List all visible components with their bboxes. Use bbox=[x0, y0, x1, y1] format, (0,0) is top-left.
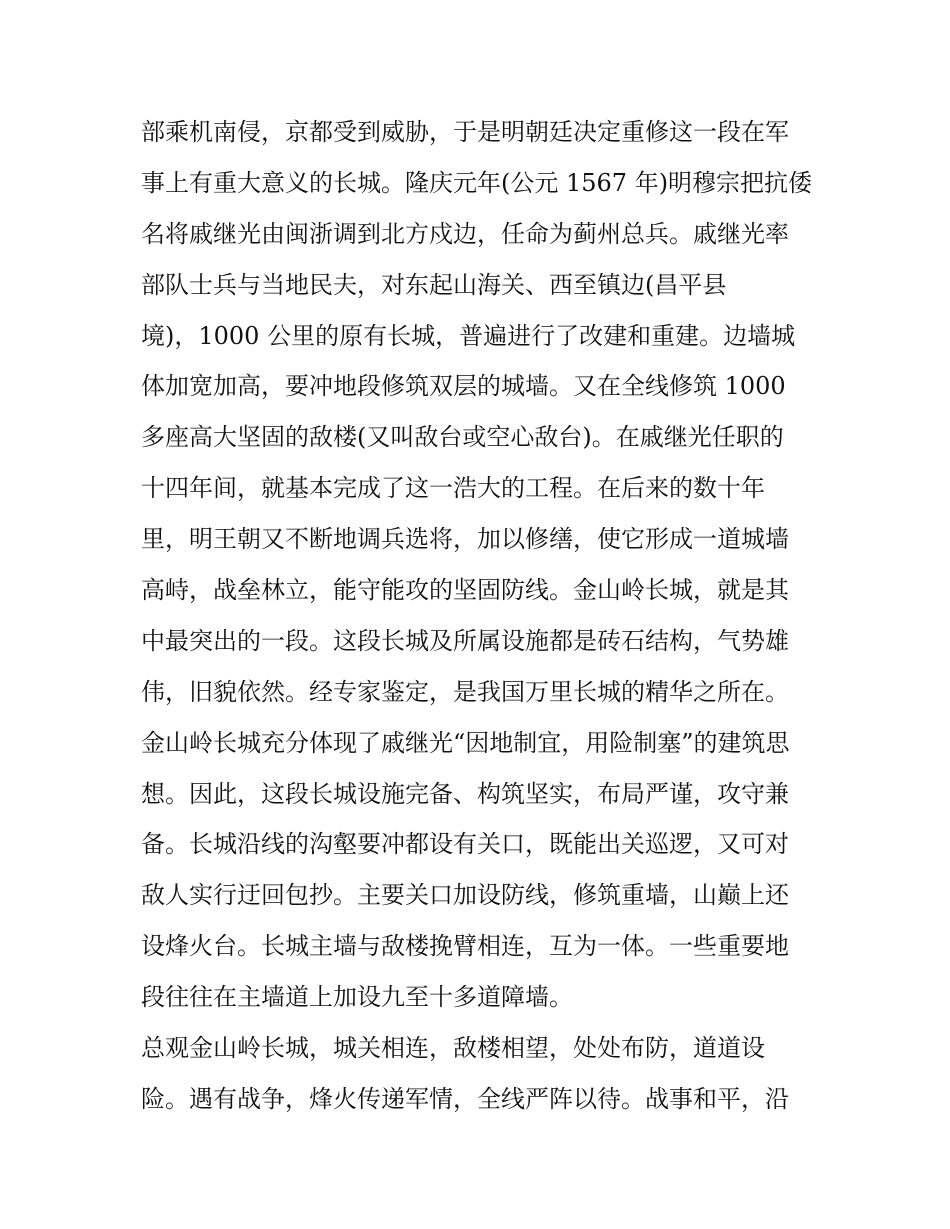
text-line: 里，明王朝又不断地调兵选将，加以修缮，使它形成一道城墙 bbox=[141, 525, 789, 554]
text-line: 十四年间，就基本完成了这一浩大的工程。在后来的数十年 bbox=[141, 474, 765, 503]
text-line: 金山岭长城充分体现了戚继光“因地制宜，用险制塞”的建筑思 bbox=[141, 728, 790, 757]
text-line: 总观金山岭长城，城关相连，敌楼相望，处处布防，道道设 bbox=[141, 1034, 765, 1063]
text-line: 事上有重大意义的长城。隆庆元年(公元 1567 年)明穆宗把抗倭 bbox=[141, 168, 813, 197]
text-line: 部乘机南侵，京都受到威胁，于是明朝廷决定重修这一段在军 bbox=[141, 118, 789, 146]
text-line: 名将戚继光由闽浙调到北方戍边，任命为蓟州总兵。戚继光率 bbox=[141, 219, 789, 248]
text-line: 想。因此，这段长城设施完备、构筑坚实，布局严谨，攻守兼 bbox=[141, 779, 789, 808]
text-line: 备。长城沿线的沟壑要冲都设有关口，既能出关巡逻，又可对 bbox=[141, 830, 789, 859]
text-line: 多座高大坚固的敌楼(又叫敌台或空心敌台)。在戚继光任职的 bbox=[141, 423, 784, 452]
text-line: 体加宽加高，要冲地段修筑双层的城墙。又在全线修筑 1000 bbox=[141, 372, 786, 401]
text-line: 部队士兵与当地民夫，对东起山海关、西至镇边(昌平县 bbox=[141, 270, 727, 299]
body-text bbox=[141, 107, 821, 1125]
text-line: 险。遇有战争，烽火传递军情，全线严阵以待。战事和平，沿 bbox=[141, 1084, 789, 1113]
text-line: 伟，旧貌依然。经专家鉴定，是我国万里长城的精华之所在。 bbox=[141, 677, 789, 706]
text-line: 段往往在主墙道上加设九至十多道障墙。 bbox=[141, 983, 573, 1012]
text-line: 境)，1000 公里的原有长城，普遍进行了改建和重建。边墙城 bbox=[141, 321, 796, 350]
text-line: 中最突出的一段。这段长城及所属设施都是砖石结构，气势雄 bbox=[141, 626, 789, 655]
text-line: 设烽火台。长城主墙与敌楼挽臂相连，互为一体。一些重要地 bbox=[141, 932, 789, 961]
text-line: 敌人实行迂回包抄。主要关口加设防线，修筑重墙，山巅上还 bbox=[141, 881, 789, 910]
text-line: 高峙，战垒林立，能守能攻的坚固防线。金山岭长城，就是其 bbox=[141, 576, 789, 605]
